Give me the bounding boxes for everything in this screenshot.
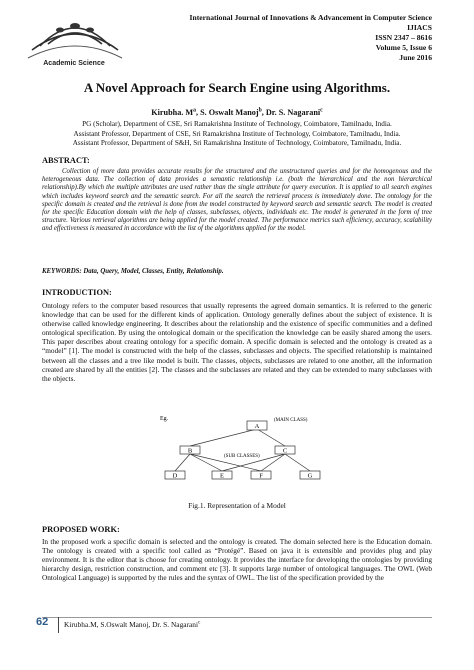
introduction-body: Ontology refers to the computer based resources that usually represents the agreed domain semantics. It is referred to the generic knowledge that can be used for the different kinds of application. Ontology generally defines about the subject of existence. It is otherwise called knowledge engineering. It describes about the relationship and the existence of specific communities and a defined ontological specification. By using the ontological domain or the specification the knowledge can be easily shared among the users. This paper describes about creating ontology for a specific domain. A specific domain is selected and the ontology is created as a “model” [1]. The model is constructed with the help of the classes, subclasses and objects. The specified relationship is maintained between all the classes and a tree like model is built. The classes, objects, subclasses are related to one another, all the information created are shared by all the entities [2]. The classes and the subclasses are related and they can be extended to many subclasses with the objects.: [42, 301, 432, 383]
footer-authors-text: Kirubha.M, S.Oswalt Manoj, Dr. S. Nagarani: [64, 620, 199, 629]
footer-authors-sup: c: [198, 619, 201, 626]
paper-title: A Novel Approach for Search Engine using Algorithms.: [83, 80, 391, 95]
svg-text:B: B: [187, 447, 193, 455]
svg-text:E: E: [220, 472, 224, 480]
affiliation-1: PG (Scholar), Department of CSE, Sri Ramakrishna Institute of Technology, Coimbatore, Tamilnadu, India.: [82, 120, 392, 128]
footer-divider: [42, 617, 432, 618]
paper-authors: [0, 108, 474, 117]
author-1-sup: a: [193, 107, 197, 114]
sub-classes-label: (SUB CLASSES): [224, 454, 260, 459]
svg-text:D: D: [172, 472, 178, 480]
journal-date: June 2016: [399, 53, 432, 62]
svg-text:C: C: [282, 447, 288, 455]
author-3: , Dr. S. Nagarani: [261, 108, 321, 117]
diagram-node-b: [180, 446, 200, 455]
journal-name: International Journal of Innovations & Advancement in Computer Science: [189, 13, 432, 22]
journal-logo: [20, 16, 130, 66]
journal-info: [160, 13, 432, 63]
footer-separator: [58, 617, 59, 633]
affiliation-3: Assistant Professor, Department of S&H, Sri Ramakrishna Institute of Technology, Coimbatore, Tamilnadu, India.: [72, 139, 402, 148]
page-number: 62: [36, 616, 49, 628]
diagram-node-c: [275, 446, 295, 455]
main-class-label: (MAIN CLASS): [274, 418, 308, 423]
model-diagram: [160, 413, 335, 495]
journal-issn: ISSN 2347 – 8616: [375, 33, 432, 42]
affiliations: [0, 120, 474, 149]
abstract-heading: ABSTRACT:: [42, 156, 90, 165]
svg-text:F: F: [259, 472, 263, 480]
journal-abbrev: IJIACS: [407, 23, 432, 32]
diagram-node-a: [247, 421, 267, 430]
figure-caption: Fig.1. Representation of a Model: [188, 501, 286, 510]
affiliation-2: Assistant Professor, Department of CSE, Sri Ramakrishna Institute of Technology, Coimbatore, Tamilnadu, India.: [73, 129, 401, 138]
svg-text:A: A: [254, 423, 260, 430]
author-1: Kirubha. M: [151, 108, 194, 117]
journal-volume: Volume 5, Issue 6: [375, 43, 432, 52]
introduction-heading: INTRODUCTION:: [42, 288, 112, 297]
author-2-sup: b: [258, 107, 262, 114]
keywords: KEYWORDS: Data, Query, Model, Classes, Entity, Relationship.: [42, 268, 224, 275]
logo-text: Academic Science: [43, 60, 105, 67]
author-3-sup: c: [320, 107, 323, 114]
diagram-node-e: [212, 471, 232, 480]
author-2: , S. Oswalt Manoj: [196, 108, 259, 117]
abstract-body: Collection of more data provides accurate results for the structured and the unstructured queries and for the homogenous and the heterogeneous data. The collection of data provides a semantic relationship i.e. (both the hierarchical and the non hierarchical relationship).By which the multiple attributes are used rather than the single attribute for query execution. It is applied to all search engines which includes keyword search and the semantic search. For all the search the retrieval process is immediately done. The ontology for the specific domain is created and the retrieval is done from the model constructed by keyword search and semantic search. The model is created for the specific Education domain with the help of classes, subclasses, objects, individuals etc. The model is generated in the form of tree structure. Various retrieval algorithms are being applied for the model created. The performance metrics such efficiency, accuracy, scalability and effectiveness is measured in accordance with the list of the algorithms applied for the model.: [42, 168, 432, 233]
proposed-work-body: In the proposed work a specific domain is selected and the ontology is created. The domain selected here is the Education domain. The ontology is created with a specific tool called as “Protégé”. Based on java it is extensible and provides plug and play environment. It is the editor that is choose for creating ontology. It provides the interface for developing the ontologies by providing hierarchy design, restriction construction, and comment etc [3]. It supports large number of ontological languages. The OWL (Web Ontological Language) is supported by the rules and the syntax of OWL. The list of the specification provided by the: [42, 537, 432, 583]
proposed-work-heading: PROPOSED WORK:: [42, 525, 120, 534]
diagram-eg-label: Eg.: [160, 416, 169, 422]
diagram-node-g: [300, 471, 320, 480]
footer-authors: [64, 620, 200, 629]
diagram-node-d: [165, 471, 185, 480]
diagram-node-f: [251, 471, 271, 480]
svg-text:G: G: [307, 472, 313, 480]
